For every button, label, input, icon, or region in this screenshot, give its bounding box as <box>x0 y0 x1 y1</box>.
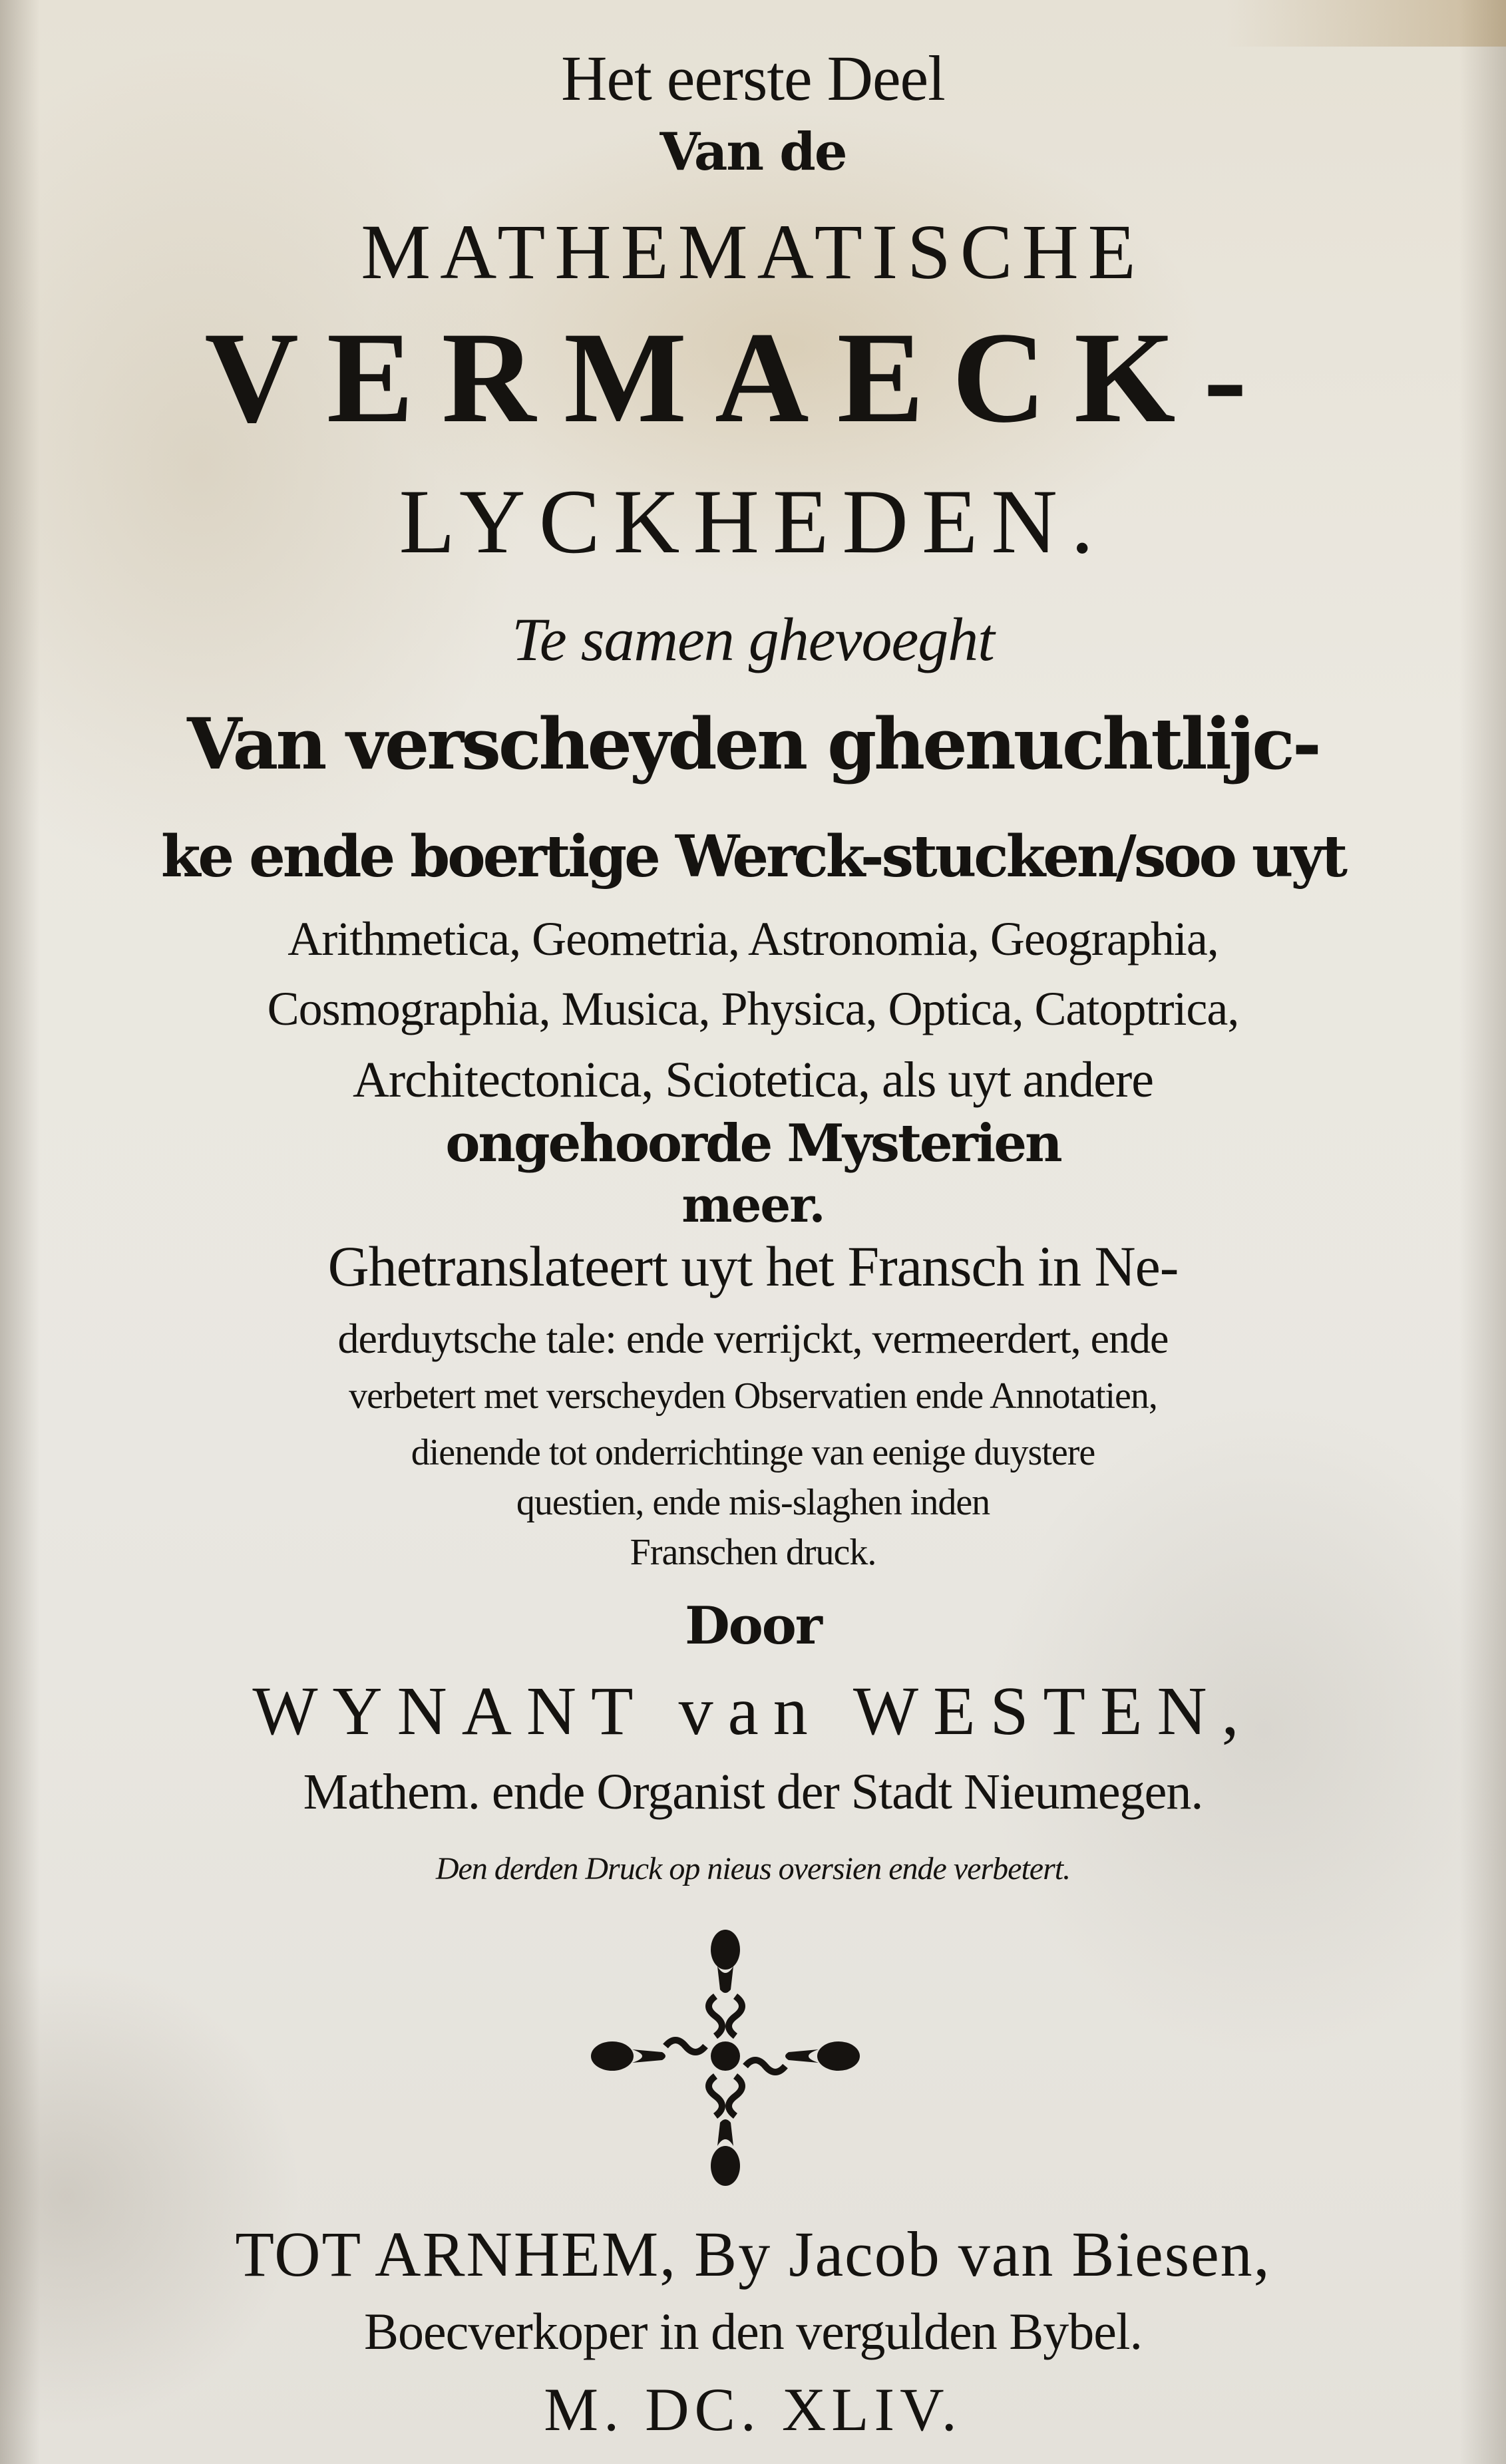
translation-line-3: verbetert met verscheyden Observatien ende Annotatien, <box>349 1375 1157 1417</box>
author-title: Mathem. ende Organist der Stadt Nieumegen. <box>303 1764 1203 1820</box>
door-line: Door <box>685 1596 821 1656</box>
title-line-lyckheden: LYCKHEDEN. <box>399 470 1107 572</box>
subtitle-te-samen: Te samen ghevoeght <box>512 606 994 673</box>
subjects-line-3: Architectonica, Sciotetica, als uyt andere <box>352 1052 1154 1108</box>
meer-line: meer. <box>681 1176 825 1233</box>
printer-fleuron-icon <box>586 1916 865 2196</box>
blackletter-line-2: ke ende boertige Werck-stucken/soo uyt <box>160 823 1346 890</box>
edition-note: Den derden Druck op nieus oversien ende verbetert. <box>435 1851 1071 1886</box>
title-line-mathematische: MATHEMATISCHE <box>361 208 1145 295</box>
translation-line-1: Ghetranslateert uyt het Fransch in Ne- <box>327 1234 1179 1298</box>
paper-stain <box>1226 0 1506 47</box>
translation-line-6: Franschen druck. <box>630 1532 876 1573</box>
translation-line-5: questien, ende mis-slaghen inden <box>516 1482 990 1523</box>
subjects-line-2: Cosmographia, Musica, Physica, Optica, Catoptrica, <box>267 982 1239 1035</box>
imprint-bookseller: Boecverkoper in den vergulden Bybel. <box>363 2302 1143 2360</box>
translation-line-2: derduytsche tale: ende verrijckt, vermeerdert, ende <box>337 1315 1169 1362</box>
mysterien-line: ongehoorde Mysterien <box>445 1113 1061 1174</box>
van-de-heading: Van de <box>659 122 847 182</box>
author-name: WYNANT van WESTEN, <box>252 1673 1254 1749</box>
subjects-line-1: Arithmetica, Geometria, Astronomia, Geographia, <box>287 912 1219 966</box>
blackletter-line-1: Van verscheyden ghenuchtlijc- <box>187 702 1319 785</box>
imprint-place: TOT ARNHEM, By Jacob van Biesen, <box>235 2218 1271 2290</box>
translation-line-4: dienende tot onderrichtinge van eenige duystere <box>411 1432 1095 1473</box>
part-heading: Het eerste Deel <box>561 43 945 114</box>
publication-year: M. DC. XLIV. <box>544 2376 962 2443</box>
title-line-vermaeck: VERMAECK- <box>204 305 1275 450</box>
